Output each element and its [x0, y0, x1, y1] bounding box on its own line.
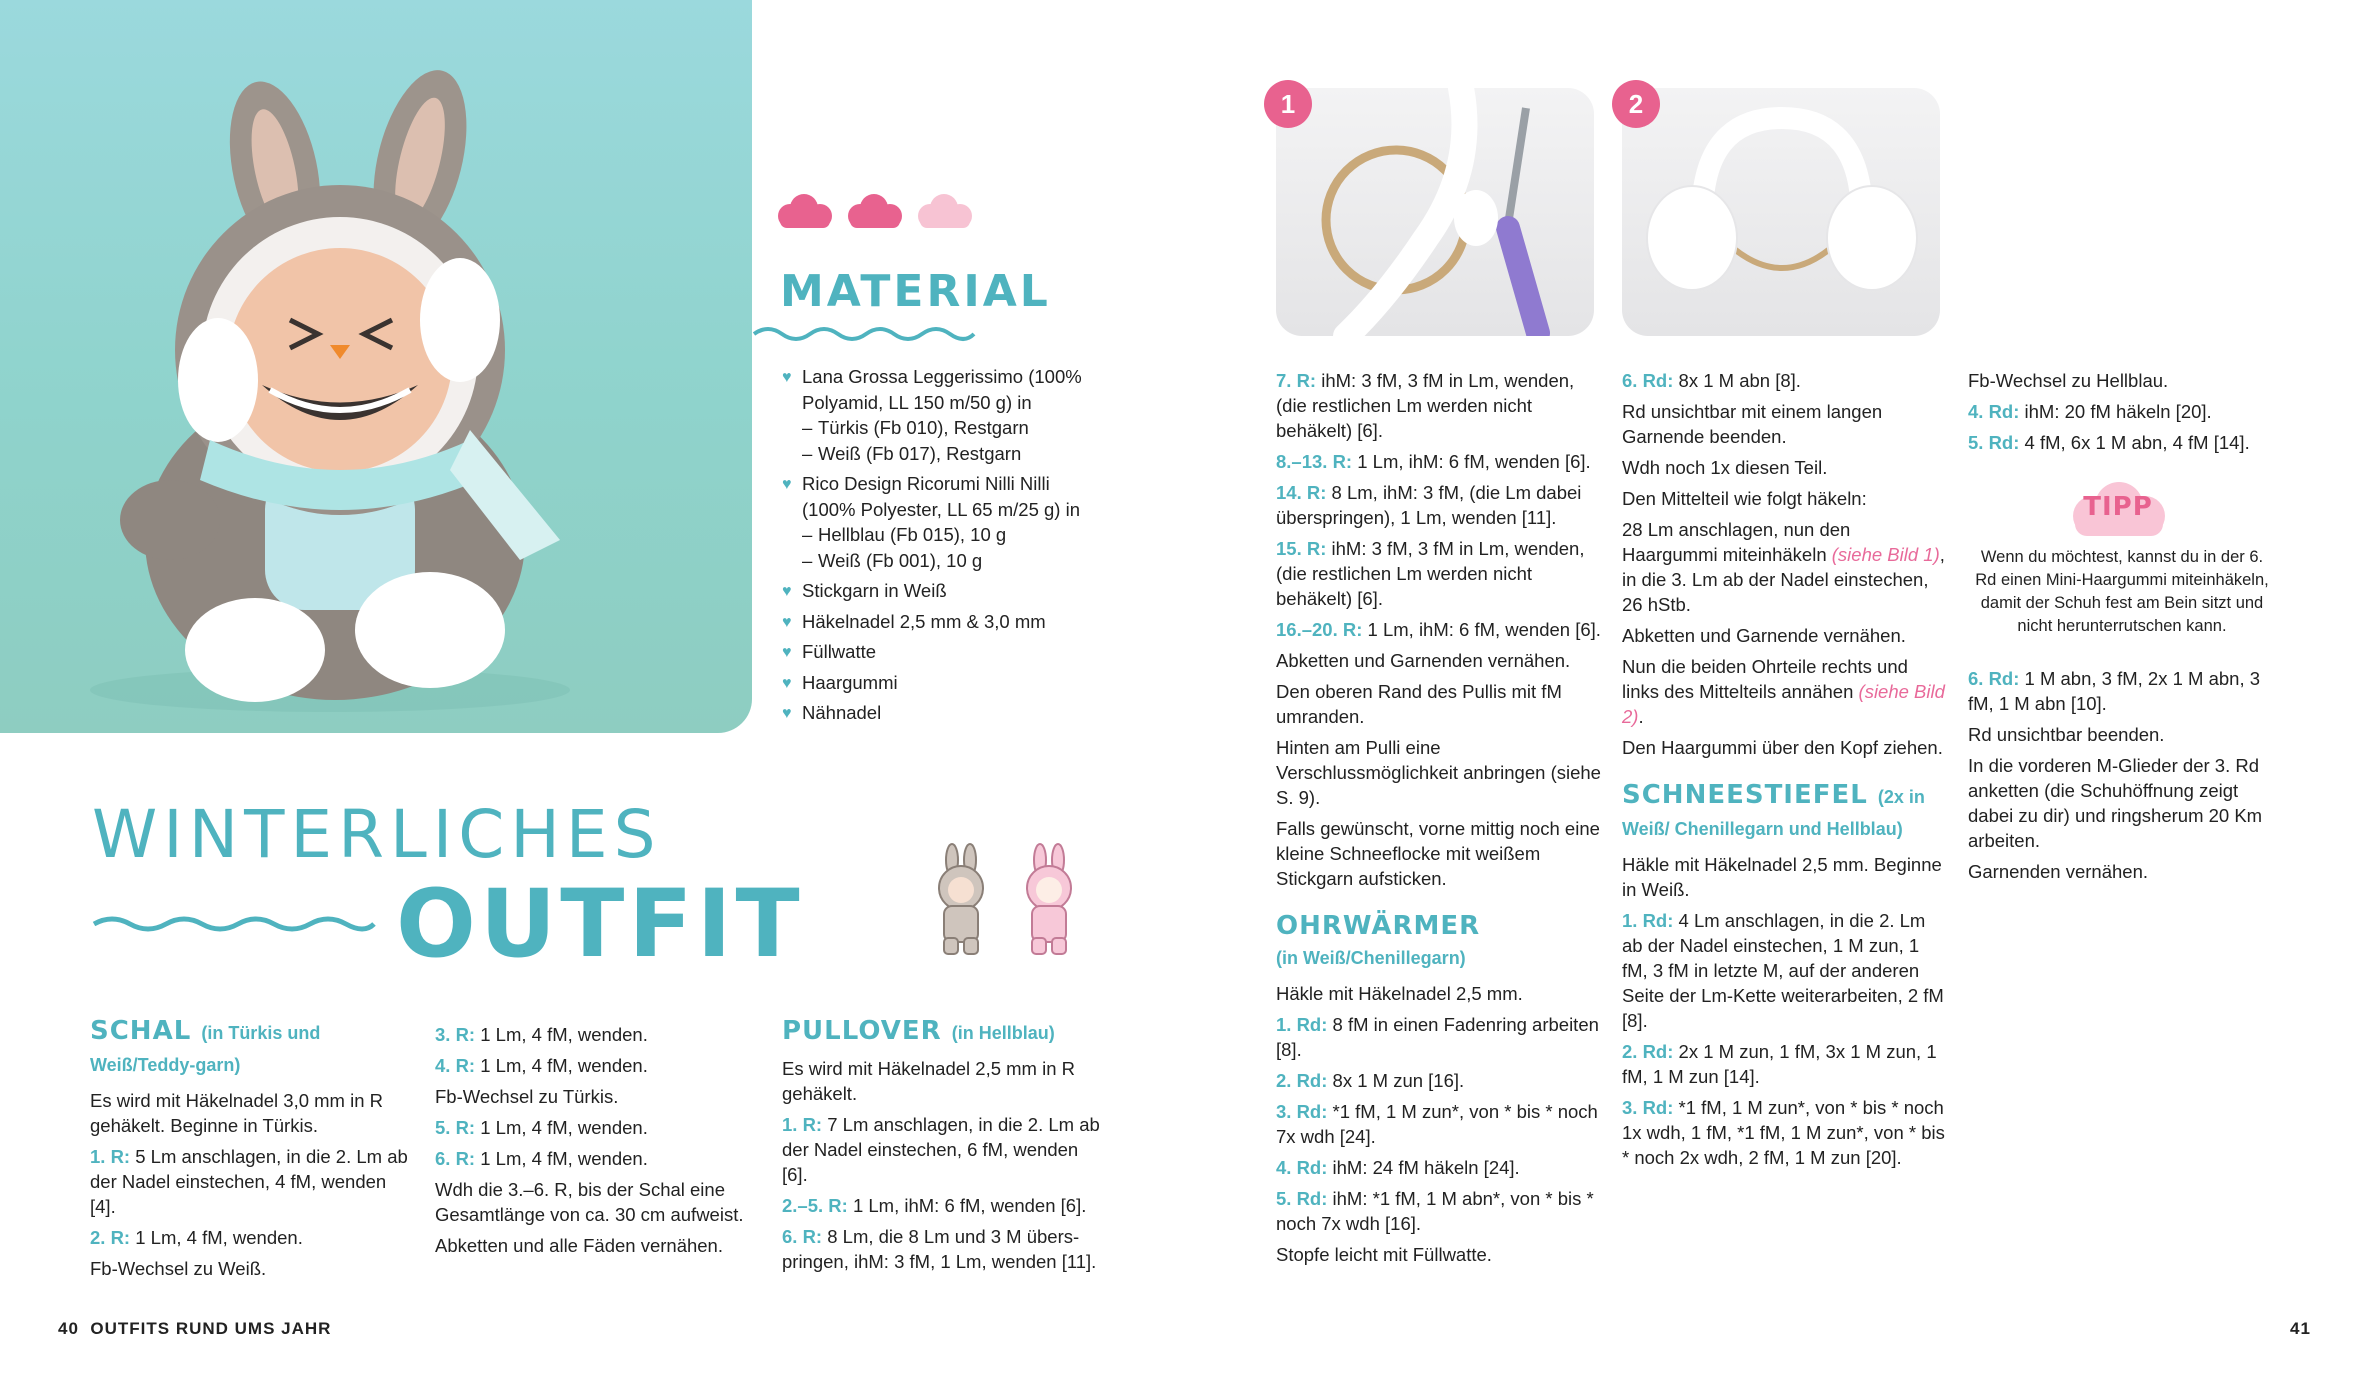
heart-icon: ♥	[782, 583, 792, 600]
instruction-line: 15. R: ihM: 3 fM, 3 fM in Lm, wenden, (die restlichen Lm werden nicht behäkelt) [6].	[1276, 538, 1585, 609]
cloud-icons	[772, 192, 992, 232]
tipp-text: Wenn du möchtest, kannst du in der 6. Rd einen Mini-Haargummi miteinhäkeln, damit der Schuh fest am Bein sitzt und nicht herunterrutschen kann.	[1975, 548, 2269, 635]
step-badge-2: 2	[1612, 80, 1660, 128]
doll-figures-icon	[930, 842, 1100, 962]
material-item: ♥ Häkelnadel 2,5 mm & 3,0 mm	[782, 609, 1102, 635]
material-list	[782, 364, 1102, 731]
instruction-line: Wdh die 3.–6. R, bis der Schal eine Gesamtlänge von ca. 30 cm aufweist.	[435, 1179, 744, 1225]
instruction-line: 8.–13. R: 1 Lm, ihM: 6 fM, wenden [6].	[1276, 451, 1591, 472]
instruction-line: 2. Rd: 8x 1 M zun [16].	[1276, 1070, 1465, 1091]
instruction-line: 1. Rd: 4 Lm anschlagen, in die 2. Lm ab der Nadel einstechen, 1 M zun, 1 fM, 3 fM in letzte M, auf der anderen Seite der Lm-Kette weiterarbeiten, 2 fM [8].	[1622, 910, 1944, 1031]
schal-instructions	[90, 1088, 410, 1281]
instruction-line: 5. Rd: 4 fM, 6x 1 M abn, 4 fM [14].	[1968, 432, 2250, 453]
instruction-line: 6. Rd: 8x 1 M abn [8].	[1622, 370, 1801, 391]
instruction-line: 5. Rd: ihM: *1 fM, 1 M abn*, von * bis * noch 7x wdh [16].	[1276, 1188, 1594, 1234]
instruction-line: Rd unsichtbar beenden.	[1968, 724, 2165, 745]
instruction-line: 1. Rd: 8 fM in einen Fadenring arbeiten [8].	[1276, 1014, 1599, 1060]
instruction-line: 7. R: ihM: 3 fM, 3 fM in Lm, wenden, (die restlichen Lm werden nicht behäkelt) [6].	[1276, 370, 1575, 441]
page-footer-left	[58, 1319, 331, 1339]
instruction-line: 6. Rd: 1 M abn, 3 fM, 2x 1 M abn, 3 fM, 1 M abn [10].	[1968, 668, 2261, 714]
section-pullover	[782, 1016, 1102, 1280]
instruction-line: In die vorderen M-Glieder der 3. Rd anketten (die Schuhöffnung zeigt dabei zu dir) und ringsherum 20 Km arbeiten.	[1968, 755, 2263, 851]
instruction-line: Häkle mit Häkelnadel 2,5 mm. Beginne in Weiß.	[1622, 854, 1942, 900]
instruction-line: Abketten und alle Fäden vernähen.	[435, 1235, 723, 1256]
instruction-line: 2. R: 1 Lm, 4 fM, wenden.	[90, 1227, 303, 1248]
schneestiefel-heading: SCHNEESTIEFEL (2x in Weiß/ Chenillegarn und Hellblau)	[1622, 780, 1925, 839]
instruction-line: 6. R: 1 Lm, 4 fM, wenden.	[435, 1148, 648, 1169]
title-wave-divider	[92, 912, 376, 936]
pullover-heading: PULLOVER (in Hellblau)	[782, 1016, 1055, 1046]
instruction-line: Abketten und Garnenden vernähen.	[1276, 650, 1571, 671]
ohrwaermer-instructions-col2	[1622, 368, 1947, 1176]
crochet-hook-elastic-illustration	[1276, 88, 1594, 336]
heart-icon: ♥	[782, 705, 792, 722]
instruction-line: 2.–5. R: 1 Lm, ihM: 6 fM, wenden [6].	[782, 1195, 1087, 1216]
ohrwaermer-instructions	[1276, 981, 1604, 1267]
instruction-line: 2. Rd: 2x 1 M zun, 1 fM, 3x 1 M zun, 1 fM, 1 M zun [14].	[1622, 1041, 1937, 1087]
instruction-line: Falls gewünscht, vorne mittig noch eine kleine Schneeflocke mit weißem Stickgarn aufsticken.	[1276, 818, 1600, 889]
instruction-line: 14. R: 8 Lm, ihM: 3 fM, (die Lm dabei überspringen), 1 Lm, wenden [11].	[1276, 482, 1582, 528]
instruction-line: 4. Rd: ihM: 20 fM häkeln [20].	[1968, 401, 2212, 422]
page-title-line2: OUTFIT	[396, 870, 804, 979]
material-heading: MATERIAL	[780, 266, 1051, 317]
ohrwaermer-heading: OHRWÄRMER (in Weiß/Chenillegarn)	[1276, 911, 1481, 968]
instruction-line: Es wird mit Häkelnadel 3,0 mm in R gehäkelt. Beginne in Türkis.	[90, 1090, 384, 1136]
instruction-line: Nun die beiden Ohrteile rechts und links des Mittelteils annähen (siehe Bild 2).	[1622, 656, 1945, 727]
heart-icon: ♥	[782, 476, 792, 493]
instruction-line: Den Mittelteil wie folgt häkeln:	[1622, 488, 1867, 509]
material-item: ♥ Lana Grossa Leggerissimo (100% Polyamid, LL 150 m/50 g) in – Türkis (Fb 010), Restgarn – Weiß (Fb 017), Restgarn	[782, 364, 1102, 466]
instruction-line: 28 Lm anschlagen, nun den Haargummi miteinhäkeln (siehe Bild 1), in die 3. Lm ab der Nadel einstechen, 26 hStb.	[1622, 519, 1945, 615]
page-title-line1: WINTERLICHES	[92, 796, 662, 873]
instruction-line: 4. Rd: ihM: 24 fM häkeln [24].	[1276, 1157, 1520, 1178]
instruction-line: Fb-Wechsel zu Türkis.	[435, 1086, 619, 1107]
instruction-line: Wdh noch 1x diesen Teil.	[1622, 457, 1828, 478]
instruction-line: Häkle mit Häkelnadel 2,5 mm.	[1276, 983, 1523, 1004]
instruction-line: Den oberen Rand des Pullis mit fM umranden.	[1276, 681, 1562, 727]
pullover-instructions-col2	[1276, 368, 1604, 1273]
instruction-line: 4. R: 1 Lm, 4 fM, wenden.	[435, 1055, 648, 1076]
instruction-line: Den Haargummi über den Kopf ziehen.	[1622, 737, 1943, 758]
instruction-line: 3. R: 1 Lm, 4 fM, wenden.	[435, 1024, 648, 1045]
schneestiefel-instructions	[1622, 852, 1947, 1170]
material-item: ♥ Nähnadel	[782, 700, 1102, 726]
instruction-line: 6. R: 8 Lm, die 8 Lm und 3 M überspringen, ihM: 3 fM, 1 Lm, wenden [11].	[782, 1226, 1097, 1272]
step-image-2	[1622, 88, 1940, 336]
step-badge-1: 1	[1264, 80, 1312, 128]
instruction-line: Stopfe leicht mit Füllwatte.	[1276, 1244, 1492, 1265]
instruction-line: 5. R: 1 Lm, 4 fM, wenden.	[435, 1117, 648, 1138]
instruction-line: Es wird mit Häkelnadel 2,5 mm in R gehäkelt.	[782, 1058, 1076, 1104]
material-item: ♥ Haargummi	[782, 670, 1102, 696]
page-number-right: 41	[2290, 1319, 2311, 1338]
pullover-instructions	[782, 1056, 1102, 1274]
material-item: ♥ Rico Design Ricorumi Nilli Nilli (100% Polyester, LL 65 m/25 g) in – Hellblau (Fb 015), 10 g – Weiß (Fb 001), 10 g	[782, 471, 1102, 573]
material-item: ♥ Stickgarn in Weiß	[782, 578, 1102, 604]
section-schal	[90, 1016, 410, 1287]
schneestiefel-instructions-col3	[1968, 666, 2286, 890]
instruction-line: Garnenden vernähen.	[1968, 861, 2148, 882]
step-image-1	[1276, 88, 1594, 336]
instruction-line: 3. Rd: *1 fM, 1 M zun*, von * bis * noch 1x wdh, 1 fM, *1 fM, 1 M zun*, von * bis * noch 2x wdh, 2 fM, 1 M zun [20].	[1622, 1097, 1945, 1168]
bunny-doll-illustration	[0, 0, 752, 733]
schneestiefel-instructions-col2	[1968, 368, 2286, 461]
instruction-line: 16.–20. R: 1 Lm, ihM: 6 fM, wenden [6].	[1276, 619, 1601, 640]
amigurumi-photo	[0, 0, 752, 733]
material-subitem: – Weiß (Fb 001), 10 g	[802, 549, 983, 571]
page-number-left: 40	[58, 1319, 79, 1338]
heart-icon: ♥	[782, 644, 792, 661]
instruction-line: 1. R: 7 Lm anschlagen, in die 2. Lm ab der Nadel einstechen, 6 fM, wenden [6].	[782, 1114, 1100, 1185]
instruction-line: Abketten und Garnende vernähen.	[1622, 625, 1906, 646]
schal-heading: SCHAL (in Türkis und Weiß/Teddy-garn)	[90, 1016, 321, 1075]
heart-icon: ♥	[782, 369, 792, 386]
schal-instructions-col2	[435, 1022, 750, 1264]
heart-icon: ♥	[782, 613, 792, 631]
instruction-line: Fb-Wechsel zu Hellblau.	[1968, 370, 2169, 391]
chapter-title: OUTFITS RUND UMS JAHR	[90, 1319, 332, 1338]
instruction-line: Rd unsichtbar mit einem langen Garnende beenden.	[1622, 401, 1883, 447]
instruction-line: 1. R: 5 Lm anschlagen, in die 2. Lm ab der Nadel einstechen, 4 fM, wenden [4].	[90, 1146, 408, 1217]
material-item: ♥ Füllwatte	[782, 639, 1102, 665]
material-subitem: – Türkis (Fb 010), Restgarn	[802, 417, 1029, 438]
tipp-heading: TIPP	[2083, 492, 2153, 522]
instruction-line: 3. Rd: *1 fM, 1 M zun*, von * bis * noch 7x wdh [24].	[1276, 1101, 1598, 1147]
instruction-line: Fb-Wechsel zu Weiß.	[90, 1258, 267, 1279]
material-subitem: – Weiß (Fb 017), Restgarn	[802, 442, 1022, 464]
wave-divider	[752, 322, 976, 344]
earmuffs-illustration	[1622, 88, 1940, 336]
heart-icon: ♥	[782, 674, 792, 692]
instruction-line: Hinten am Pulli eine Verschlussmöglichkeit anbringen (siehe S. 9).	[1276, 737, 1601, 808]
material-subitem: – Hellblau (Fb 015), 10 g	[802, 524, 1007, 545]
